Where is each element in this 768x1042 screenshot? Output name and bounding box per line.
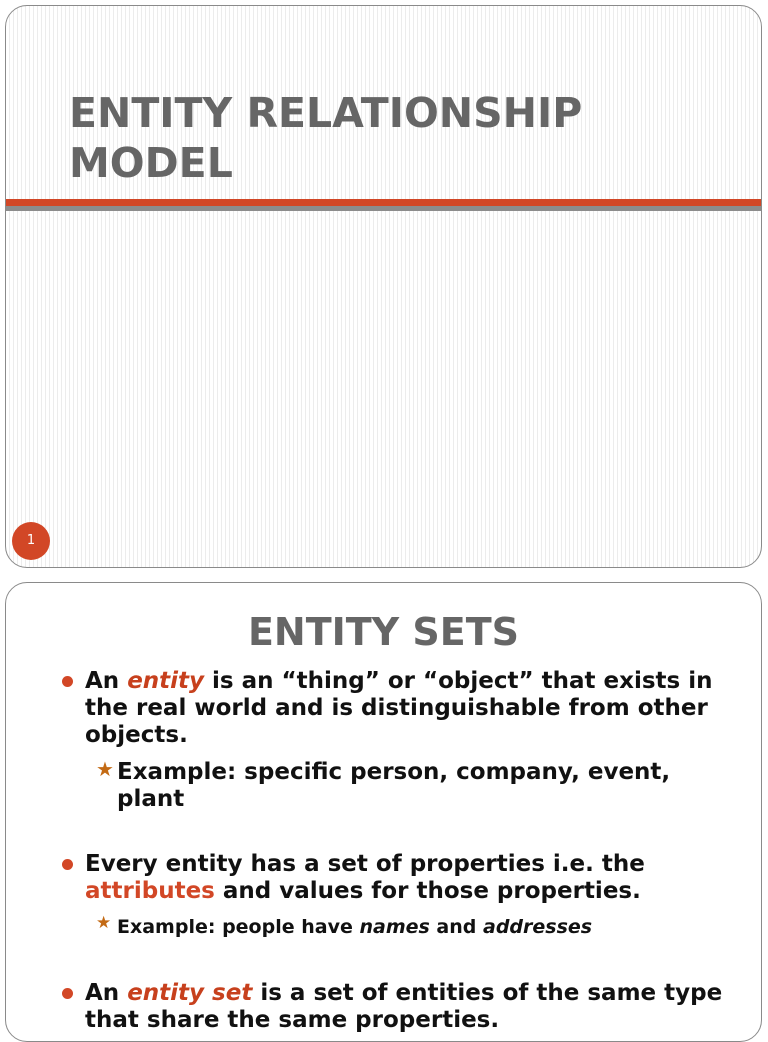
- sub-bullet-attributes-example: [96, 915, 736, 939]
- sub-bullet-entity-example: [96, 759, 736, 813]
- bullet-text-post: is a set of entities of the same type that share the same properties.: [85, 980, 723, 1033]
- bullet-dot-icon: [62, 859, 73, 870]
- slide-1-title: [69, 88, 709, 188]
- slide-1-title-line-1: ENTITY RELATIONSHIP: [69, 89, 583, 137]
- sub-bullet-text: Example: specific person, company, event, plant: [117, 759, 671, 812]
- page-number-badge: 1: [12, 522, 50, 560]
- slide-1-title-line-2: MODEL: [69, 139, 233, 187]
- sub-bullet-em-addresses: addresses: [483, 916, 593, 938]
- bullet-term: entity: [127, 668, 205, 694]
- sub-bullet-text-mid: and: [429, 916, 483, 938]
- bullet-text: [85, 668, 745, 749]
- bullet-term: attributes: [85, 878, 215, 904]
- slide-2: [5, 582, 762, 1042]
- bullet-dot-icon: [62, 988, 73, 999]
- bullet-term: entity set: [127, 980, 253, 1006]
- bullet-text: [85, 851, 745, 905]
- sub-bullet-text-pre: Example: people have: [117, 916, 360, 938]
- bullet-text-pre: Every entity has a set of properties i.e. the: [85, 851, 645, 877]
- star-icon: ★: [96, 913, 112, 933]
- sub-bullet-em-names: names: [359, 916, 430, 938]
- sub-bullet-text: [96, 915, 736, 939]
- bullet-text-post: and values for those properties.: [214, 878, 641, 904]
- bullet-text-pre: An: [85, 668, 128, 694]
- star-icon: ★: [96, 757, 114, 781]
- title-divider-gray: [6, 206, 761, 211]
- bullet-text: [85, 980, 745, 1034]
- bullet-text-post: is an “thing” or “object” that exists in the real world and is distinguishable from other objects.: [85, 668, 713, 748]
- slide-1: [5, 5, 762, 568]
- slide-2-title: ENTITY SETS: [247, 610, 520, 654]
- bullet-text-pre: An: [85, 980, 128, 1006]
- title-divider-orange: [6, 199, 761, 206]
- bullet-dot-icon: [62, 676, 73, 687]
